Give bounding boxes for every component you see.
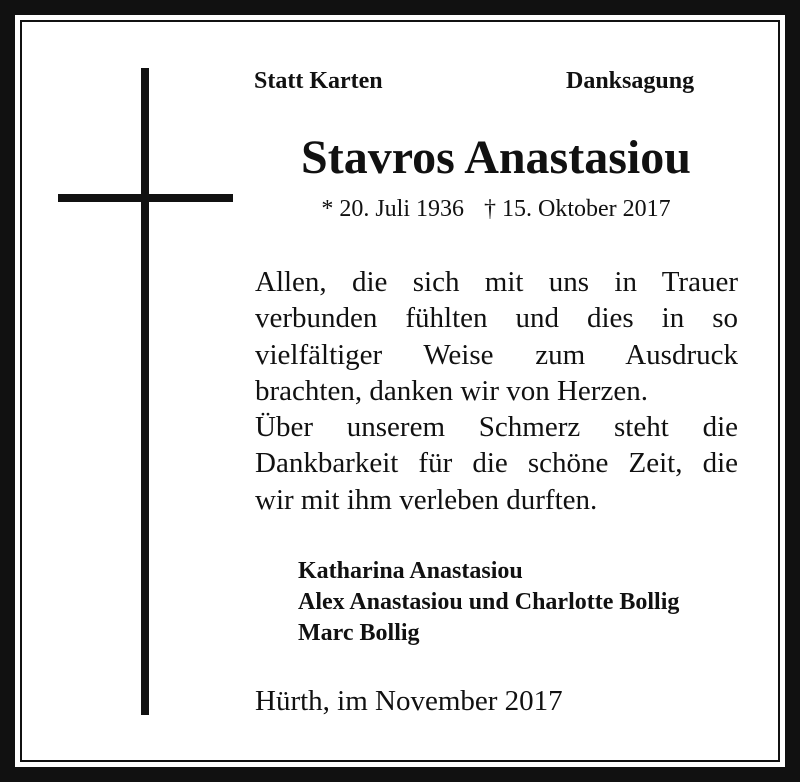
message-line: Über unserem Schmerz steht die [255,411,738,444]
cross-vertical-bar [141,68,149,715]
message-line: brachten, danken wir von Herzen. [255,374,648,407]
signatories-list [298,556,679,649]
signatory: Marc Bollig [298,620,420,646]
death-date: † 15. Oktober 2017 [484,196,671,222]
thank-you-message [255,264,738,518]
signatory: Katharina Anastasiou [298,558,523,584]
message-line: wir mit ihm verleben durften. [255,483,598,516]
message-line: vielfältiger Weise zum Ausdruck [255,338,738,371]
header-statt-karten: Statt Karten [254,68,383,94]
birth-date: * 20. Juli 1936 [321,196,465,222]
cross-horizontal-bar [58,194,233,202]
message-line: Allen, die sich mit uns in Trauer [255,266,738,298]
deceased-name: Stavros Anastasiou [301,131,691,184]
header-danksagung: Danksagung [566,68,695,94]
signatory: Alex Anastasiou und Charlotte Bollig [298,589,680,615]
life-dates [252,194,740,224]
message-line: Dankbarkeit für die schöne Zeit, die [255,447,738,480]
place-and-date: Hürth, im November 2017 [255,685,563,717]
message-line: verbunden fühlten und dies in so [255,302,738,335]
